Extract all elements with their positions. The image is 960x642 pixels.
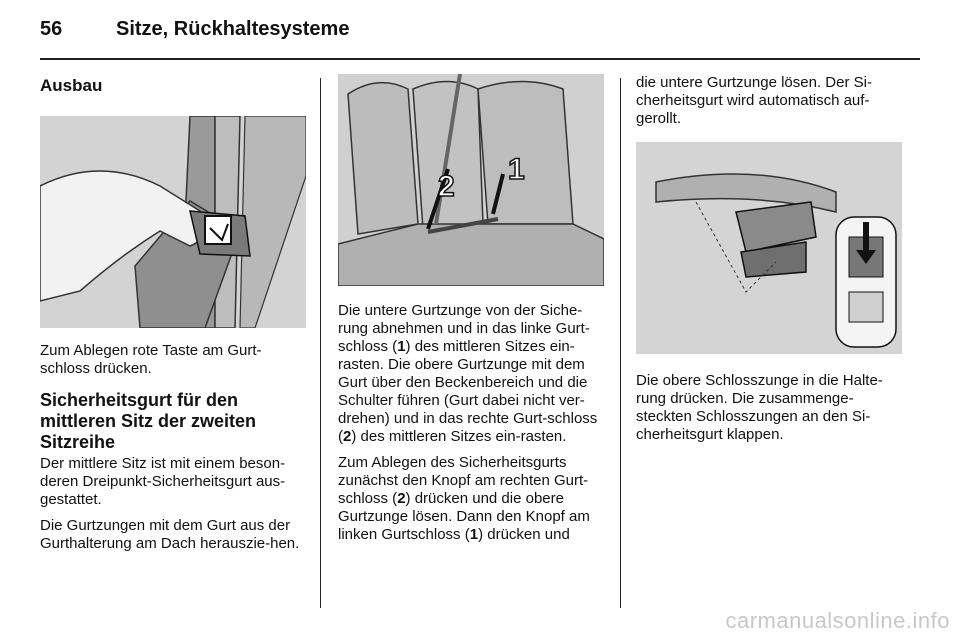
page-number: 56: [40, 18, 63, 40]
paragraph: Der mittlere Sitz ist mit einem beson-deren Dreipunkt-Sicherheitsgurt aus-gestattet.: [40, 455, 286, 508]
section-heading: Ausbau: [40, 76, 103, 95]
column-2: [338, 74, 604, 552]
paragraph: Die untere Gurtzunge von der Siche-rung abnehmen und in das linke Gurt-schloss (1) des mittleren Sitzes ein-rasten. Die obere Gurtzunge mit dem Gurt über den Beckenbereich und die Schulter führen (Gurt dabei nicht ver-drehen) und in das rechte Gurt-schloss (2) des mittleren Sitzes ein-rasten.: [338, 302, 598, 445]
page-header: [40, 14, 920, 58]
watermark: carmanualsonline.info: [725, 608, 950, 633]
callout-2: 2: [438, 170, 455, 203]
paragraph: Zum Ablegen des Sicherheitsgurts zunächst den Knopf am rechten Gurt-schloss (2) drücken und die obere Gurtzunge lösen. Dann den Knopf am linken Gurtschloss (1) drücken und: [338, 454, 590, 543]
column-divider: [620, 78, 621, 608]
column-1: [40, 74, 306, 561]
callout-1: 1: [508, 153, 525, 186]
chapter-title: Sitze, Rückhaltesysteme: [116, 18, 350, 40]
figure-rear-seats: [338, 74, 604, 286]
figure-roof-holder: [636, 142, 902, 354]
subsection-title: Sicherheitsgurt für den mittleren Sitz der zweiten Sitzreihe: [40, 390, 257, 452]
column-divider: [320, 78, 321, 608]
column-3: [636, 74, 902, 452]
paragraph: Die obere Schlosszunge in die Halte-rung drücken. Die zusammenge-steckten Schlosszungen an den Si-cherheitsgurt klappen.: [636, 372, 883, 443]
paragraph: Die Gurtzungen mit dem Gurt aus der Gurthalterung am Dach herauszie-hen.: [40, 517, 300, 552]
header-rule: [40, 58, 920, 60]
figure-caption: Zum Ablegen rote Taste am Gurt-schloss drücken.: [40, 342, 262, 377]
figure-hand-buckle: [40, 116, 306, 328]
paragraph: die untere Gurtzunge lösen. Der Si-cherheitsgurt wird automatisch auf-gerollt.: [636, 74, 872, 127]
